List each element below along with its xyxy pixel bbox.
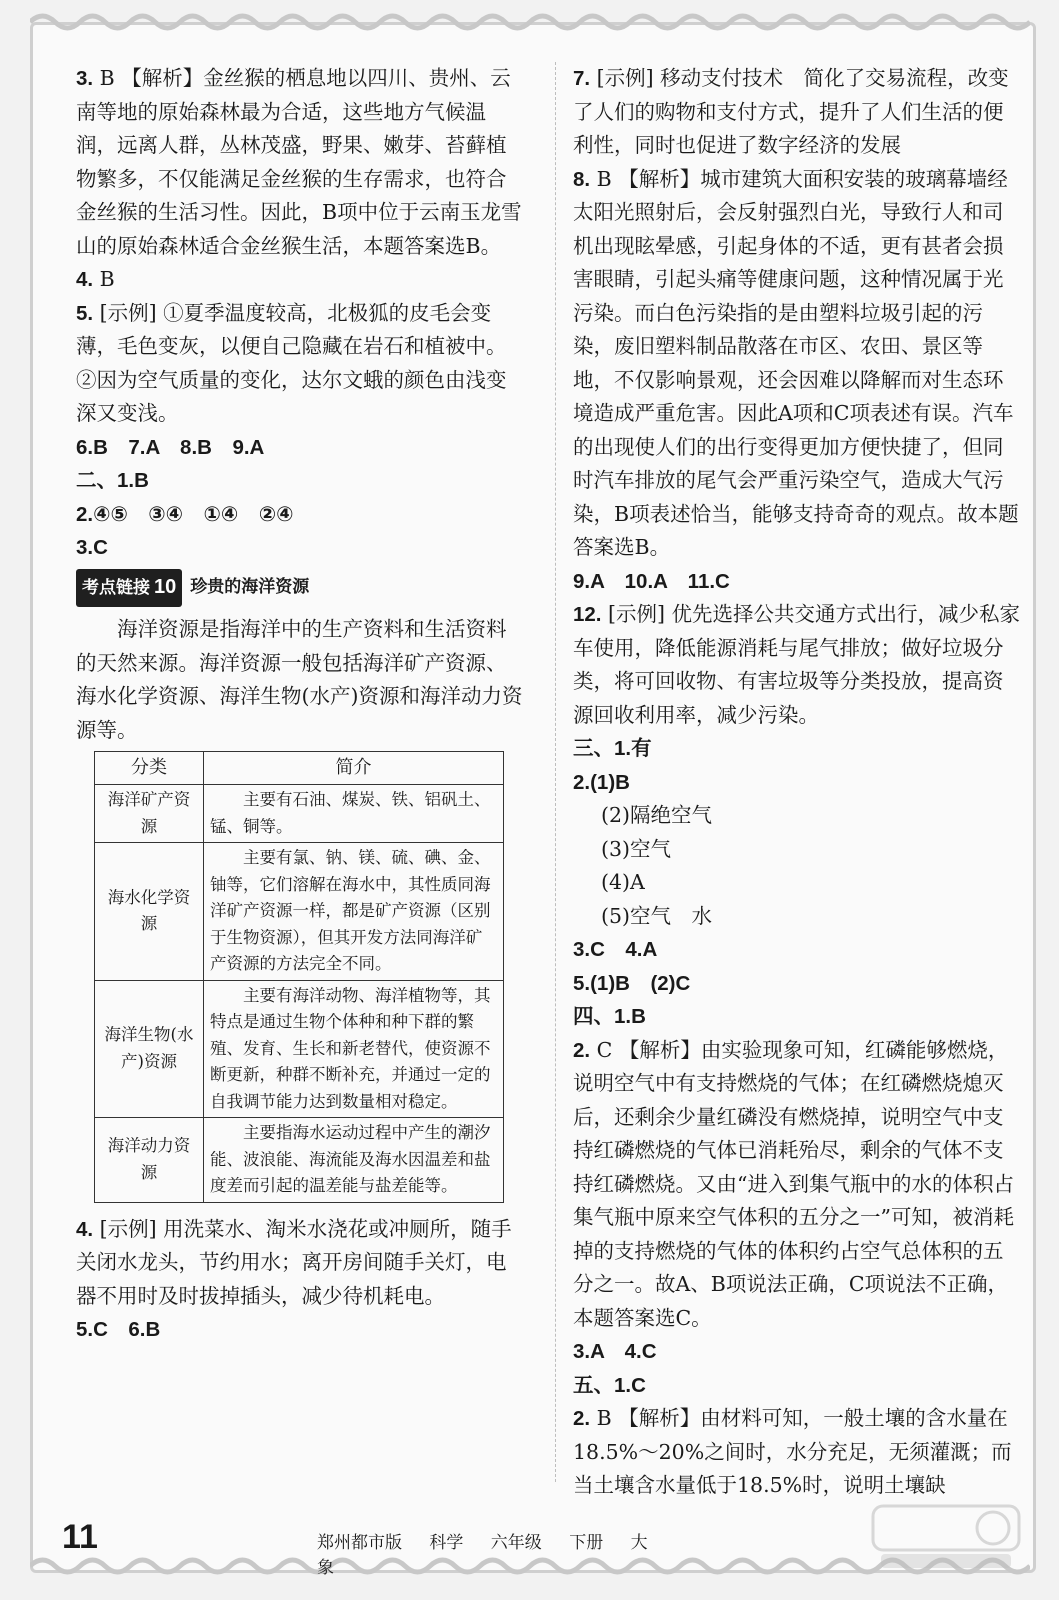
answer-4: 4. B: [76, 267, 115, 291]
answer-4b: 4. [示例] 用洗菜水、淘米水浇花或冲厕所，随手关闭水龙头，节约用水；离开房间随手关灯，电器不用时及时拔掉插头，减少待机耗电。: [76, 1216, 512, 1308]
section-title: 珍贵的海洋资源: [190, 577, 310, 597]
table-cell-category: 海洋动力资源: [95, 1118, 204, 1203]
section-5-answer-1: 五、1.C: [573, 1373, 646, 1397]
answers-5-6: 5.C 6.B: [76, 1318, 161, 1341]
page-content: [58, 62, 1021, 1502]
table-row: [95, 843, 504, 981]
section-3-answer-2-part: (2)隔绝空气: [601, 803, 713, 827]
section-4-answers-3-4: 3.A 4.C: [573, 1340, 657, 1363]
table-row: [95, 785, 504, 843]
table-cell-category: 海洋生物(水产)资源: [95, 980, 204, 1118]
section-3-answers-3-4: 3.C 4.A: [573, 938, 658, 961]
answers-9-11: 9.A 10.A 11.C: [573, 569, 730, 593]
table-row: [95, 1118, 504, 1203]
section-2-answer-3: 3.C: [76, 536, 108, 559]
table-cell-description: 主要有海洋动物、海洋植物等，其特点是通过生物个体种和种下群的繁殖、发育、生长和新老替代，使资源不断更新，种群不断补充，并通过一定的自我调节能力达到数量相对稳定。: [204, 980, 504, 1118]
resource-table: [94, 751, 504, 1203]
section-3-answer-5: 5.(1)B (2)C: [573, 971, 691, 995]
section-3-answer-1: 三、1.有: [573, 737, 652, 760]
answers-6-9: 6.B 7.A 8.B 9.A: [76, 435, 265, 459]
answer-3: 3. B 【解析】金丝猴的栖息地以四川、贵州、云南等地的原始森林最为合适，这些地方气候温润，远离人群，丛林茂盛，野果、嫩芽、苔藓植物繁多，不仅能满足金丝猴的生存需求，也符合金丝猴的生活习性。因此，B项中位于云南玉龙雪山的原始森林适合金丝猴生活，本题答案选B。: [76, 66, 522, 258]
answer-5: 5. [示例] ①夏季温度较高，北极狐的皮毛会变薄，毛色变灰，以便自己隐藏在岩石和植被中。②因为空气质量的变化，达尔文蛾的颜色由浅变深又变浅。: [76, 300, 507, 425]
section-intro: 海洋资源是指海洋中的生产资料和生活资料的天然来源。海洋资源一般包括海洋矿产资源、海水化学资源、海洋生物(水产)资源和海洋动力资源等。: [76, 617, 523, 742]
section-3-answer-2-part: (4)A: [601, 870, 645, 894]
section-3-answer-2: 2.(1)B: [573, 770, 630, 794]
section-header: [76, 569, 526, 608]
table-header-description: 简介: [204, 752, 504, 785]
section-3-answer-2-part: (5)空气 水: [601, 903, 713, 928]
page-number: 11: [62, 1518, 98, 1556]
left-column: [76, 62, 526, 1347]
table-cell-description: 主要有石油、煤炭、铁、铝矾土、锰、铜等。: [204, 785, 504, 843]
section-5-answer-2: 2. B 【解析】由材料可知，一般土壤的含水量在18.5%～20%之间时，水分充足，无须灌溉；而当土壤含水量低于18.5%时，说明土壤缺: [573, 1406, 1012, 1497]
answer-8: 8. B 【解析】城市建筑大面积安装的玻璃幕墙经太阳光照射后，会反射强烈白光，导致行人和司机出现眩晕感，引起身体的不适，更有甚者会损害眼睛，引起头痛等健康问题，这种情况属于光污染。而白色污染指的是由塑料垃圾引起的污染，废旧塑料制品散落在市区、农田、景区等地，不仅影响景观，还会因难以降解而对生态环境造成严重危害。因此A项和C项表述有误。汽车的出现使人们的出行变得更加方便快捷了，但同时汽车排放的尾气会严重污染空气，造成大气污染，B项表述恰当，能够支持奇奇的观点。故本题答案选B。: [573, 166, 1019, 559]
footer-info: 郑州都市版 科学 六年级 下册 大象: [317, 1533, 648, 1578]
section-4-answer-2: 2. C 【解析】由实验现象可知，红磷能够燃烧，说明空气中有支持燃烧的气体；在红磷燃烧熄灭后，还剩余少量红磷没有燃烧掉，说明空气中支持红磷燃烧的气体已消耗殆尽，剩余的气体不支持红磷燃烧。又由“进入到集气瓶中的水的体积占集气瓶中原来空气体积的五分之一”可知，被消耗掉的支持燃烧的气体的体积约占空气总体积的五分之一。故A、B项说法正确，C项说法不正确，本题答案选C。: [573, 1037, 1014, 1330]
table-header-category: 分类: [95, 752, 204, 785]
watermark-logo: [871, 1504, 1021, 1574]
section-2-answer-1: 二、1.B: [76, 469, 149, 492]
section-tag: 考点链接 10: [76, 569, 182, 608]
section-2-answer-2: 2.④⑤ ③④ ①④ ②④: [76, 502, 294, 526]
table-cell-category: 海洋矿产资源: [95, 785, 204, 843]
section-4-answer-1: 四、1.B: [573, 1005, 646, 1028]
section-3-answer-2-part: (3)空气: [601, 836, 672, 861]
table-cell-description: 主要指海水运动过程中产生的潮汐能、波浪能、海流能及海水因温差和盐度差而引起的温差能与盐差能等。: [204, 1118, 504, 1203]
table-cell-description: 主要有氯、钠、镁、硫、碘、金、铀等，它们溶解在海水中，其性质同海洋矿产资源一样，都是矿产资源（区别于生物资源），但其开发方法同海洋矿产资源的方法完全不同。: [204, 843, 504, 981]
table-cell-category: 海水化学资源: [95, 843, 204, 981]
answer-7: 7. [示例] 移动支付技术 简化了交易流程，改变了人们的购物和支付方式，提升了人们生活的便利性，同时也促进了数字经济的发展: [573, 66, 1009, 157]
decorative-wave-border-top: [30, 10, 1030, 34]
column-divider: [555, 62, 556, 1482]
page-footer: [62, 1518, 662, 1578]
table-header-row: [95, 752, 504, 785]
right-column: [573, 62, 1023, 1503]
answer-12: 12. [示例] 优先选择公共交通方式出行，减少私家车使用，降低能源消耗与尾气排放；做好垃圾分类，将可回收物、有害垃圾等分类投放，提高资源回收利用率，减少污染。: [573, 602, 1021, 727]
table-row: [95, 980, 504, 1118]
